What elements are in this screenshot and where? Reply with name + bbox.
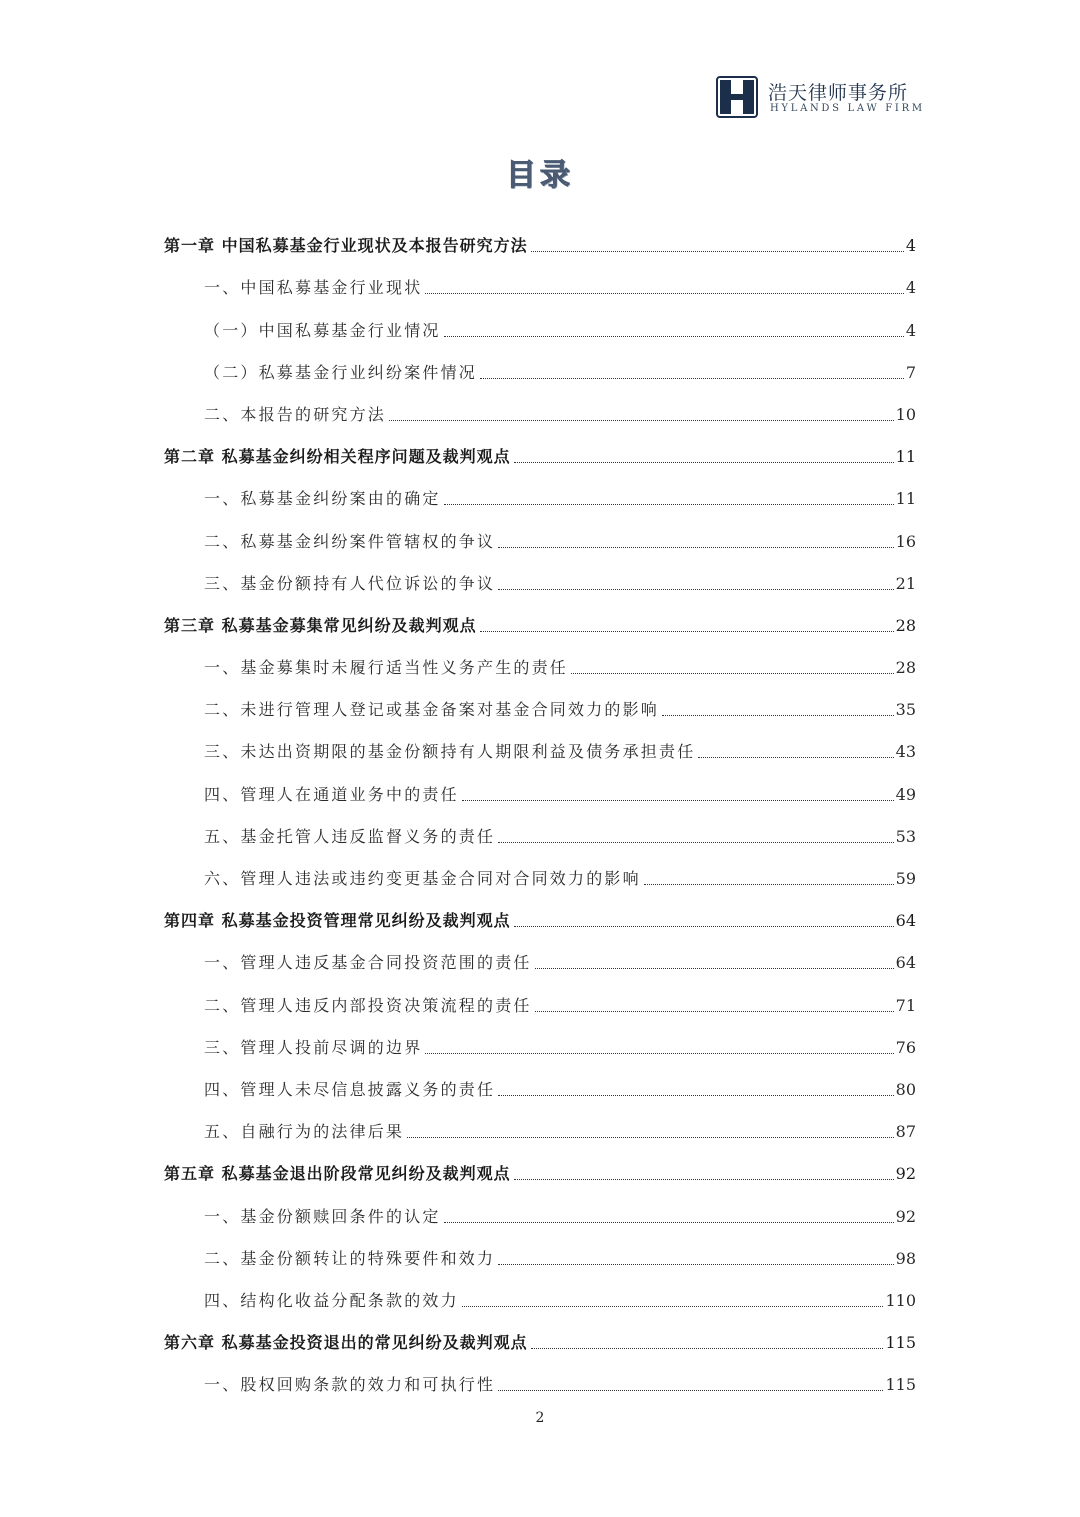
toc-leader-dots: [444, 1222, 894, 1223]
toc-entry-label: 第三章 私募基金募集常见纠纷及裁判观点: [164, 615, 477, 635]
toc-leader-dots: [480, 378, 904, 379]
toc-entry-chapter[interactable]: [164, 425, 916, 467]
toc-entry-page: 98: [895, 1248, 916, 1268]
toc-entry-section[interactable]: [164, 1227, 916, 1269]
toc-entry-label: 一、管理人违反基金合同投资范围的责任: [204, 953, 532, 973]
toc-entry-label: 第二章 私募基金纠纷相关程序问题及裁判观点: [164, 447, 511, 467]
toc-leader-dots: [514, 926, 894, 927]
toc-entry-chapter[interactable]: [164, 1142, 916, 1184]
toc-leader-dots: [531, 1348, 884, 1349]
toc-entry-page: 76: [895, 1037, 916, 1057]
toc-entry-label: 六、管理人违法或违约变更基金合同对合同效力的影响: [204, 869, 641, 888]
toc-leader-dots: [444, 504, 894, 505]
toc-entry-label: 第六章 私募基金投资退出的常见纠纷及裁判观点: [164, 1333, 528, 1353]
toc-leader-dots: [425, 1053, 893, 1054]
table-of-contents: [164, 214, 916, 1395]
toc-entry-section[interactable]: [164, 762, 916, 804]
toc-entry-label: 第四章 私募基金投资管理常见纠纷及裁判观点: [164, 911, 511, 931]
toc-leader-dots: [498, 1095, 893, 1096]
toc-entry-page: 64: [895, 953, 916, 973]
toc-entry-section[interactable]: [164, 636, 916, 678]
toc-entry-section[interactable]: [164, 1184, 916, 1226]
toc-entry-page: 4: [905, 236, 916, 256]
toc-entry-label: （二）私募基金行业纠纷案件情况: [204, 362, 478, 382]
toc-entry-page: 28: [895, 658, 916, 678]
page-number: 2: [535, 1410, 545, 1426]
toc-leader-dots: [498, 1264, 893, 1265]
toc-entry-subsection[interactable]: [164, 341, 916, 383]
toc-entry-page: 4: [905, 320, 916, 340]
toc-entry-section[interactable]: [164, 973, 916, 1015]
toc-entry-page: 53: [895, 826, 916, 846]
toc-entry-label: 五、自融行为的法律后果: [204, 1122, 405, 1142]
toc-entry-page: 7: [905, 362, 916, 382]
toc-entry-label: 二、未进行管理人登记或基金备案对基金合同效力的影响: [204, 700, 660, 720]
toc-entry-page: 115: [885, 1375, 916, 1395]
toc-entry-chapter[interactable]: [164, 1311, 916, 1353]
firm-logo: [716, 76, 925, 120]
toc-leader-dots: [571, 673, 894, 674]
toc-entry-page: 28: [895, 615, 916, 635]
toc-entry-label: 五、基金托管人违反监督义务的责任: [204, 826, 496, 846]
toc-entry-page: 4: [905, 278, 916, 298]
toc-entry-section[interactable]: [164, 931, 916, 973]
toc-entry-page: 43: [895, 742, 916, 762]
toc-leader-dots: [407, 1137, 893, 1138]
toc-leader-dots: [498, 842, 893, 843]
toc-leader-dots: [698, 757, 893, 758]
firm-name-cn: 浩天律师事务所: [768, 82, 909, 104]
toc-entry-page: 115: [885, 1333, 916, 1353]
toc-entry-label: 一、股权回购条款的效力和可执行性: [204, 1375, 496, 1395]
toc-entry-label: 二、私募基金纠纷案件管辖权的争议: [204, 531, 496, 551]
toc-entry-page: 49: [895, 784, 916, 804]
toc-entry-label: 一、中国私募基金行业现状: [204, 278, 423, 298]
toc-entry-section[interactable]: [164, 1100, 916, 1142]
hylands-logo-icon: [716, 76, 758, 118]
toc-entry-page: 21: [895, 573, 916, 593]
firm-name-en: HYLANDS LAW FIRM: [770, 103, 925, 114]
toc-entry-page: 92: [895, 1206, 916, 1226]
toc-entry-page: 59: [895, 869, 916, 888]
toc-leader-dots: [425, 293, 903, 294]
toc-entry-label: 三、未达出资期限的基金份额持有人期限利益及债务承担责任: [204, 742, 696, 762]
toc-entry-label: 一、基金募集时未履行适当性义务产生的责任: [204, 658, 569, 678]
toc-entry-section[interactable]: [164, 509, 916, 551]
toc-leader-dots: [462, 1306, 884, 1307]
toc-entry-label: 第一章 中国私募基金行业现状及本报告研究方法: [164, 236, 528, 256]
toc-entry-page: 11: [895, 447, 916, 467]
toc-entry-label: 二、本报告的研究方法: [204, 404, 387, 424]
toc-entry-chapter[interactable]: [164, 889, 916, 931]
toc-entry-section[interactable]: [164, 552, 916, 594]
toc-title: 目录: [506, 158, 574, 193]
toc-entry-page: 16: [895, 531, 916, 551]
toc-entry-section[interactable]: [164, 383, 916, 425]
toc-entry-label: 四、管理人未尽信息披露义务的责任: [204, 1079, 496, 1099]
toc-leader-dots: [498, 547, 893, 548]
toc-leader-dots: [644, 884, 894, 885]
toc-entry-section[interactable]: [164, 1269, 916, 1311]
toc-leader-dots: [535, 1011, 894, 1012]
toc-entry-section[interactable]: [164, 256, 916, 298]
toc-entry-section[interactable]: [164, 805, 916, 847]
toc-entry-page: 87: [895, 1122, 916, 1142]
toc-entry-label: 四、管理人在通道业务中的责任: [204, 784, 459, 804]
toc-leader-dots: [514, 1179, 894, 1180]
toc-entry-section[interactable]: [164, 467, 916, 509]
toc-leader-dots: [444, 336, 904, 337]
toc-entry-page: 71: [895, 995, 916, 1015]
toc-entry-section[interactable]: [164, 720, 916, 762]
toc-leader-dots: [498, 589, 893, 590]
toc-entry-label: 二、基金份额转让的特殊要件和效力: [204, 1248, 496, 1268]
toc-leader-dots: [535, 968, 894, 969]
toc-entry-label: （一）中国私募基金行业情况: [204, 320, 441, 340]
toc-entry-subsection[interactable]: [164, 298, 916, 340]
toc-entry-chapter[interactable]: [164, 594, 916, 636]
toc-entry-section[interactable]: [164, 678, 916, 720]
toc-entry-page: 80: [895, 1079, 916, 1099]
toc-entry-page: 11: [895, 489, 916, 509]
toc-leader-dots: [531, 251, 904, 252]
toc-entry-page: 35: [895, 700, 916, 720]
toc-entry-label: 一、基金份额赎回条件的认定: [204, 1206, 441, 1226]
toc-leader-dots: [514, 462, 894, 463]
toc-entry-page: 92: [895, 1164, 916, 1184]
toc-entry-label: 三、管理人投前尽调的边界: [204, 1037, 423, 1057]
toc-entry-chapter[interactable]: [164, 214, 916, 256]
toc-leader-dots: [462, 800, 894, 801]
toc-leader-dots: [662, 715, 894, 716]
toc-entry-section[interactable]: [164, 1058, 916, 1100]
toc-entry-section[interactable]: [164, 1353, 916, 1395]
toc-entry-label: 第五章 私募基金退出阶段常见纠纷及裁判观点: [164, 1164, 511, 1184]
toc-entry-label: 一、私募基金纠纷案由的确定: [204, 489, 441, 509]
toc-leader-dots: [498, 1390, 883, 1391]
toc-leader-dots: [480, 631, 894, 632]
toc-entry-section[interactable]: [164, 1016, 916, 1058]
toc-leader-dots: [389, 420, 894, 421]
toc-entry-page: 10: [895, 404, 916, 424]
toc-entry-label: 四、结构化收益分配条款的效力: [204, 1290, 459, 1310]
toc-entry-label: 三、基金份额持有人代位诉讼的争议: [204, 573, 496, 593]
toc-entry-label: 二、管理人违反内部投资决策流程的责任: [204, 995, 532, 1015]
toc-entry-page: 110: [885, 1290, 916, 1310]
toc-entry-page: 64: [895, 911, 916, 931]
toc-entry-section[interactable]: [164, 847, 916, 889]
